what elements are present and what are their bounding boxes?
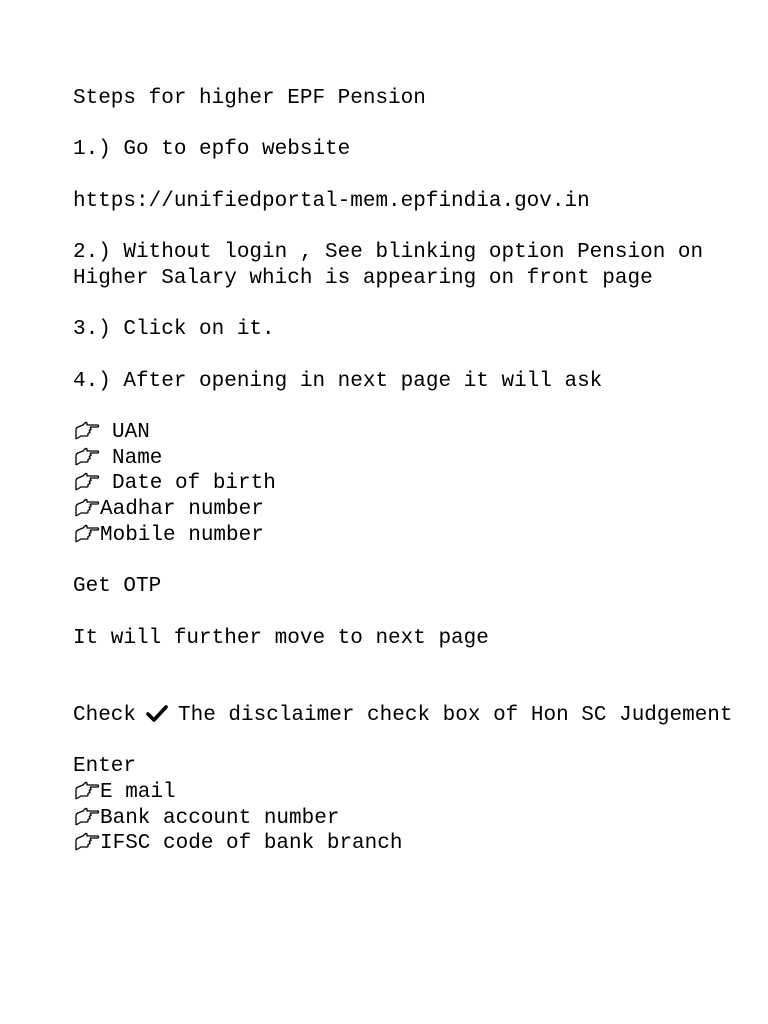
list-item-text: Mobile number xyxy=(100,523,264,547)
pointing-hand-icon xyxy=(73,421,100,441)
step-1: 1.) Go to epfo website xyxy=(73,138,351,162)
checkmark-icon xyxy=(146,704,168,722)
list-item xyxy=(73,471,733,497)
pointing-hand-icon xyxy=(73,472,100,492)
check-prefix: Check xyxy=(73,703,137,727)
list-item xyxy=(73,780,733,806)
pointing-hand-icon xyxy=(73,447,100,467)
epfo-url[interactable] xyxy=(73,189,733,215)
check-suffix: The disclaimer check box of Hon SC Judgement xyxy=(178,703,733,727)
list-item xyxy=(73,523,733,549)
enter-heading: Enter xyxy=(73,755,137,779)
list-item xyxy=(73,831,733,857)
check-disclaimer-text xyxy=(73,703,733,729)
list-item-text: Name xyxy=(112,446,163,470)
pointing-hand-icon xyxy=(73,807,100,827)
further-text: It will further move to next page xyxy=(73,626,489,650)
list-item xyxy=(73,497,733,523)
page-title: Steps for higher EPF Pension xyxy=(73,87,426,110)
list-item xyxy=(73,420,733,446)
list-item xyxy=(73,806,733,832)
step-3: 3.) Click on it. xyxy=(73,318,275,342)
list-item-text: Bank account number xyxy=(100,806,340,830)
step-2: 2.) Without login , See blinking option Pension on Higher Salary which is appearing on front page xyxy=(73,241,704,290)
pointing-hand-icon xyxy=(73,524,100,544)
list-item-text: E mail xyxy=(100,780,176,804)
pointing-hand-icon xyxy=(73,498,100,518)
list-item-text: IFSC code of bank branch xyxy=(100,832,403,856)
list-item-text: UAN xyxy=(112,421,150,445)
pointing-hand-icon xyxy=(73,832,100,852)
document-page xyxy=(73,86,733,857)
list-item-text: Aadhar number xyxy=(100,498,264,522)
list-item xyxy=(73,446,733,472)
epfo-url-link[interactable]: https://unifiedportal-mem.epfindia.gov.in xyxy=(73,189,590,213)
step-4: 4.) After opening in next page it will ask xyxy=(73,369,603,393)
get-otp-text: Get OTP xyxy=(73,575,162,599)
pointing-hand-icon xyxy=(73,781,100,801)
list-item-text: Date of birth xyxy=(112,472,276,496)
